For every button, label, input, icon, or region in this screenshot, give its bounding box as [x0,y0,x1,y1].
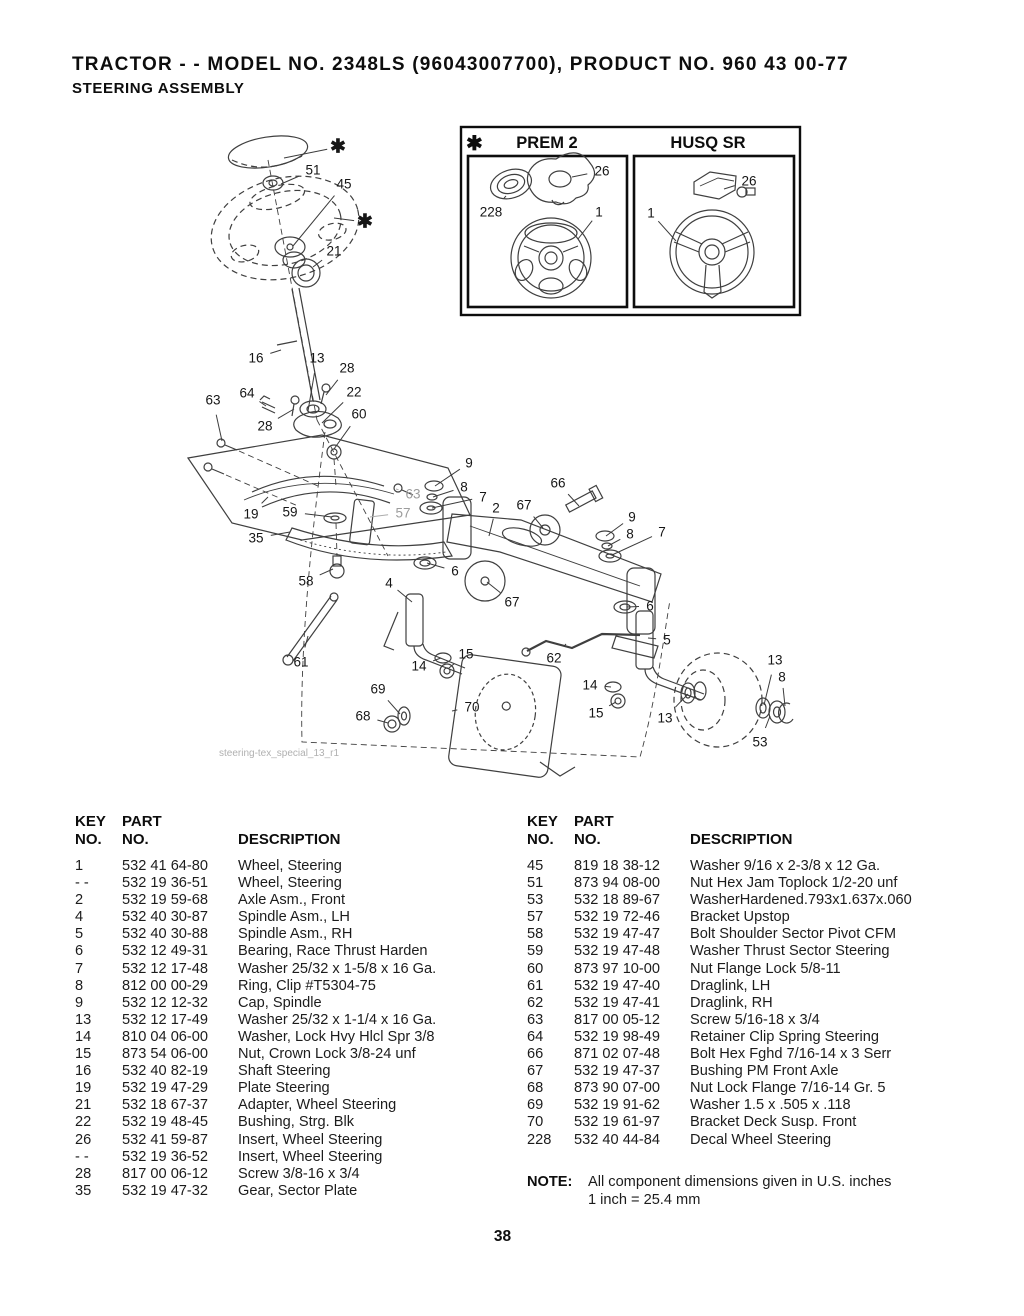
part-no-cell: 532 19 47-37 [574,1063,661,1080]
steering-wheel-inset-panel [461,127,800,315]
part-no-cell: 532 19 91-62 [574,1097,661,1114]
key-no-cell: 21 [75,1097,92,1114]
part-callout-6: 6 [646,598,654,614]
part-callout-68: 68 [355,708,371,724]
part-no-cell: 532 41 64-80 [122,858,209,874]
note-text: All component dimensions given in U.S. inches 1 inch = 25.4 mm [588,1173,892,1208]
callout-leader-line [377,720,388,723]
description-cell: Nut, Crown Lock 3/8-24 unf [238,1046,416,1063]
part-no-cell: 532 19 36-52 [122,1148,209,1165]
part-callout-19: 19 [243,506,259,522]
key-no-cell: 45 [527,858,544,874]
part-callout-58: 58 [298,573,314,589]
part-callout-69: 69 [370,681,386,697]
callout-leader-line [487,582,500,593]
description-cell: Bracket Upstop [690,909,790,926]
part-callout-60: 60 [351,406,367,422]
page-title: TRACTOR - - MODEL NO. 2348LS (96043007700), PRODUCT NO. 960 43 00-77 [72,54,849,75]
part-callout-67: 67 [504,594,520,610]
part-callout-8: 8 [460,479,468,495]
parts-row [527,858,962,875]
part-callout-8: 8 [626,526,634,542]
inset-star: ✱ [466,133,483,155]
parts-table-left [75,813,510,1200]
part-callout-62: 62 [546,650,562,666]
inset-art [487,153,755,298]
part-no-cell: 532 40 82-19 [122,1063,209,1080]
part-callout-45: 45 [336,176,352,192]
parts-row [527,1097,962,1114]
part-no-cell: 532 19 48-45 [122,1114,209,1131]
part-callout-26: 26 [741,173,757,189]
callout-leader-line [504,196,506,198]
part-callout-26: 26 [594,163,610,179]
col-key-header: KEY [527,813,558,830]
description-cell: Insert, Wheel Steering [238,1131,383,1148]
description-cell: Plate Steering [238,1080,330,1097]
key-no-cell: 7 [75,960,84,977]
callout-leader-line [452,710,457,711]
parts-row [75,909,510,926]
parts-row [527,1132,962,1149]
key-no-cell: 64 [527,1028,544,1045]
callout-leader-line [396,489,399,490]
parts-row [527,1080,962,1097]
description-cell: Decal Wheel Steering [690,1131,832,1148]
key-no-cell: 67 [527,1063,544,1080]
description-cell: Axle Asm., Front [238,892,346,909]
description-cell: Washer 25/32 x 1-1/4 x 16 Ga. [238,1011,437,1028]
description-cell: Bolt Shoulder Sector Pivot CFM [690,926,897,943]
parts-row [527,892,962,909]
parts-row [75,1080,510,1097]
col-part-header: PART [574,813,614,830]
callout-leader-line [572,174,587,177]
key-no-cell: 57 [527,909,544,926]
parts-row [75,995,510,1012]
key-no-cell: 68 [527,1080,544,1097]
part-callout-9: 9 [628,509,636,525]
parts-rows-right [527,858,962,1149]
part-no-cell: 532 18 67-37 [122,1097,209,1114]
key-no-cell: 14 [75,1028,92,1045]
exploded-view-art [188,131,793,778]
part-callout-14: 14 [411,658,427,674]
part-callout-53: 53 [752,734,768,750]
key-no-cell: 26 [75,1131,92,1148]
callout-leader-line [568,494,579,506]
description-cell: Nut Flange Lock 5/8-11 [690,960,841,977]
part-no-cell: 812 00 00-29 [122,977,209,994]
description-cell: Gear, Sector Plate [238,1182,358,1199]
callout-leader-line [765,716,770,728]
page-number: 38 [493,1228,512,1245]
part-callout-1: 1 [647,205,655,221]
part-callout-6: 6 [451,563,459,579]
description-cell: Cap, Spindle [238,994,322,1011]
description-cell: Insert, Wheel Steering [238,1148,383,1165]
key-no-cell: 53 [527,892,544,909]
parts-row [75,1166,510,1183]
col-part-header2: NO. [574,831,601,848]
part-callout-15: 15 [588,705,604,721]
part-callout-70: 70 [464,699,480,715]
parts-row [527,875,962,892]
parts-row [527,1114,962,1131]
part-callout-63: 63 [205,392,221,408]
description-cell: WasherHardened.793x1.637x.060 [690,892,912,909]
description-cell: Washer 9/16 x 2-3/8 x 12 Ga. [690,858,881,874]
parts-row [75,926,510,943]
part-callout-64: 64 [239,385,255,401]
part-no-cell: 532 12 12-32 [122,994,209,1011]
callout-leader-line [262,497,268,503]
part-callout-9: 9 [465,455,473,471]
parts-row [527,995,962,1012]
key-no-cell: 62 [527,994,544,1011]
part-no-cell: 532 12 49-31 [122,943,209,960]
dimensions-note [527,1173,962,1209]
col-key-header2: NO. [527,831,554,848]
part-callout-228: 228 [479,204,503,220]
parts-row [527,943,962,960]
page-subtitle: STEERING ASSEMBLY [72,80,245,97]
part-no-cell: 532 19 36-51 [122,875,209,892]
parts-row [75,1063,510,1080]
description-cell: Wheel, Steering [238,858,342,874]
parts-row [527,978,962,995]
key-no-cell: - - [75,875,89,892]
parts-row [75,1097,510,1114]
description-cell: Washer Thrust Sector Steering [690,943,890,960]
callout-leader-line [326,380,338,395]
callout-leader-line [293,196,335,246]
description-cell: Bearing, Race Thrust Harden [238,943,428,960]
key-no-cell: 63 [527,1011,544,1028]
part-no-cell: 532 19 59-68 [122,892,209,909]
description-cell: Washer 1.5 x .505 x .118 [690,1097,851,1114]
col-key-header: KEY [75,813,106,830]
part-callout-7: 7 [479,489,487,505]
part-no-cell: 819 18 38-12 [574,858,661,874]
callout-leader-line [398,590,413,602]
description-cell: Bushing PM Front Axle [690,1063,839,1080]
key-no-cell: 8 [75,977,84,994]
part-no-cell: 873 90 07-00 [574,1080,661,1097]
callout-leader-line [605,686,611,687]
description-cell: Washer 25/32 x 1-5/8 x 16 Ga. [238,960,437,977]
parts-row [527,909,962,926]
part-no-cell: 817 00 05-12 [574,1011,661,1028]
parts-row [75,961,510,978]
parts-row [527,1063,962,1080]
inset-title-prem2: PREM 2 [516,134,578,152]
key-no-cell: 4 [75,909,84,926]
part-no-cell: 532 19 47-47 [574,926,661,943]
key-no-cell: 16 [75,1063,92,1080]
callout-leader-line [606,524,623,537]
description-cell: Draglink, RH [690,994,773,1011]
parts-row [527,1029,962,1046]
callout-leader-line [216,415,222,441]
part-callout-13: 13 [767,652,783,668]
part-callout-28: 28 [257,418,273,434]
parts-table-left-header [75,813,510,849]
part-no-cell: 817 00 06-12 [122,1165,209,1182]
part-no-cell: 532 19 47-48 [574,943,661,960]
description-cell: Ring, Clip #T5304-75 [238,977,376,994]
part-callout-15: 15 [458,646,474,662]
part-callout-51: 51 [305,162,321,178]
key-no-cell: 19 [75,1080,92,1097]
callout-leader-line [648,638,656,639]
part-no-cell: 532 19 47-40 [574,977,661,994]
part-callout-16: 16 [248,350,264,366]
parts-table-right [527,813,962,1209]
part-callout-7: 7 [658,524,666,540]
parts-row [75,1132,510,1149]
parts-row [75,1183,510,1200]
part-no-cell: 532 40 30-87 [122,909,209,926]
part-callout-63: 63 [405,486,421,502]
col-part-header2: NO. [122,831,149,848]
parts-rows-left [75,858,510,1200]
part-callout-13: 13 [657,710,673,726]
key-no-cell: 59 [527,943,544,960]
part-no-cell: 873 94 08-00 [574,875,661,892]
description-cell: Washer, Lock Hvy Hlcl Spr 3/8 [238,1028,435,1045]
parts-row [75,892,510,909]
callout-leader-line [724,186,735,189]
description-cell: Bushing, Strg. Blk [238,1114,354,1131]
part-no-cell: 532 19 47-32 [122,1182,209,1199]
description-cell: Bolt Hex Fghd 7/16-14 x 3 Serr [690,1046,892,1063]
part-callout-66: 66 [550,475,566,491]
description-cell: Bracket Deck Susp. Front [690,1114,857,1131]
part-no-cell: 810 04 06-00 [122,1028,209,1045]
key-no-cell: 66 [527,1046,544,1063]
col-part-header: PART [122,813,162,830]
key-no-cell: 5 [75,926,84,943]
parts-row [75,858,510,875]
part-no-cell: 532 19 47-29 [122,1080,209,1097]
description-cell: Adapter, Wheel Steering [238,1097,397,1114]
parts-row [75,1046,510,1063]
part-callout-57: 57 [395,505,411,521]
callout-leader-line [334,426,350,449]
note-label: NOTE: [527,1173,573,1190]
callout-leader-line [658,221,676,241]
key-no-cell: 15 [75,1046,92,1063]
part-callout-8: 8 [778,669,786,685]
description-cell: Screw 3/8-16 x 3/4 [238,1165,360,1182]
key-no-cell: 60 [527,960,544,977]
col-description-header: DESCRIPTION [690,831,793,848]
key-no-cell: 35 [75,1182,92,1199]
description-cell: Nut Lock Flange 7/16-14 Gr. 5 [690,1080,886,1097]
part-no-cell: 532 12 17-48 [122,960,209,977]
part-callout-67: 67 [516,497,532,513]
diagram-watermark: steering-tex_special_13_r1 [219,748,340,759]
description-cell: Wheel, Steering [238,875,342,892]
parts-row [75,1029,510,1046]
key-no-cell: 1 [75,858,84,874]
inset-reference-star: ✱ [330,136,346,158]
part-callout-35: 35 [248,530,264,546]
parts-row [75,943,510,960]
key-no-cell: 2 [75,892,84,909]
part-callout-21: 21 [326,243,342,259]
parts-row [75,1114,510,1131]
part-no-cell: 873 97 10-00 [574,960,661,977]
part-callout-4: 4 [385,575,393,591]
key-no-cell: 70 [527,1114,544,1131]
part-callout-28: 28 [339,360,355,376]
key-no-cell: 61 [527,977,544,994]
parts-row [75,1149,510,1166]
parts-row [527,926,962,943]
callout-leader-line [284,149,327,158]
part-no-cell: 532 19 98-49 [574,1028,661,1045]
callout-leader-line [281,176,299,184]
callout-leader-line [334,218,354,221]
key-no-cell: 28 [75,1165,92,1182]
part-callout-22: 22 [346,384,362,400]
callout-leader-line [388,700,400,714]
part-no-cell: 532 19 72-46 [574,909,661,926]
description-cell: Spindle Asm., RH [238,926,353,943]
description-cell: Retainer Clip Spring Steering [690,1028,880,1045]
part-callout-59: 59 [282,504,298,520]
description-cell: Draglink, LH [690,977,771,994]
part-no-cell: 532 40 30-88 [122,926,209,943]
key-no-cell: - - [75,1148,89,1165]
part-no-cell: 532 18 89-67 [574,892,661,909]
key-no-cell: 22 [75,1114,92,1131]
part-no-cell: 532 12 17-49 [122,1011,209,1028]
key-no-cell: 6 [75,943,84,960]
key-no-cell: 228 [527,1131,552,1148]
key-no-cell: 58 [527,926,544,943]
callout-leader-line [433,658,441,661]
inset-reference-star: ✱ [357,211,373,233]
parts-row [75,978,510,995]
parts-table-right-header [527,813,962,849]
part-callout-5: 5 [663,632,671,648]
part-callout-13: 13 [309,350,325,366]
key-no-cell: 51 [527,875,544,892]
callout-leader-line [627,607,639,608]
description-cell: Shaft Steering [238,1063,331,1080]
callout-leader-line [278,409,294,418]
parts-row [75,1012,510,1029]
parts-row [527,1046,962,1063]
callout-leader-line [435,469,460,486]
part-no-cell: 871 02 07-48 [574,1046,661,1063]
key-no-cell: 69 [527,1097,544,1114]
inset-title-husqsr: HUSQ SR [670,134,746,152]
key-no-cell: 13 [75,1011,92,1028]
part-no-cell: 532 41 59-87 [122,1131,209,1148]
col-description-header: DESCRIPTION [238,831,341,848]
description-cell: Screw 5/16-18 x 3/4 [690,1011,820,1028]
description-cell: Spindle Asm., LH [238,909,350,926]
part-callout-61: 61 [293,654,309,670]
col-key-header2: NO. [75,831,102,848]
part-no-cell: 532 40 44-84 [574,1131,661,1148]
parts-row [527,1012,962,1029]
part-callout-1: 1 [595,204,603,220]
parts-row [75,875,510,892]
description-cell: Nut Hex Jam Toplock 1/2-20 unf [690,875,898,892]
part-callout-2: 2 [492,500,500,516]
part-callout-14: 14 [582,677,598,693]
part-no-cell: 532 19 61-97 [574,1114,661,1131]
callout-leader-line [270,350,281,353]
part-no-cell: 532 19 47-41 [574,994,661,1011]
key-no-cell: 9 [75,994,84,1011]
part-no-cell: 873 54 06-00 [122,1046,209,1063]
parts-row [527,961,962,978]
